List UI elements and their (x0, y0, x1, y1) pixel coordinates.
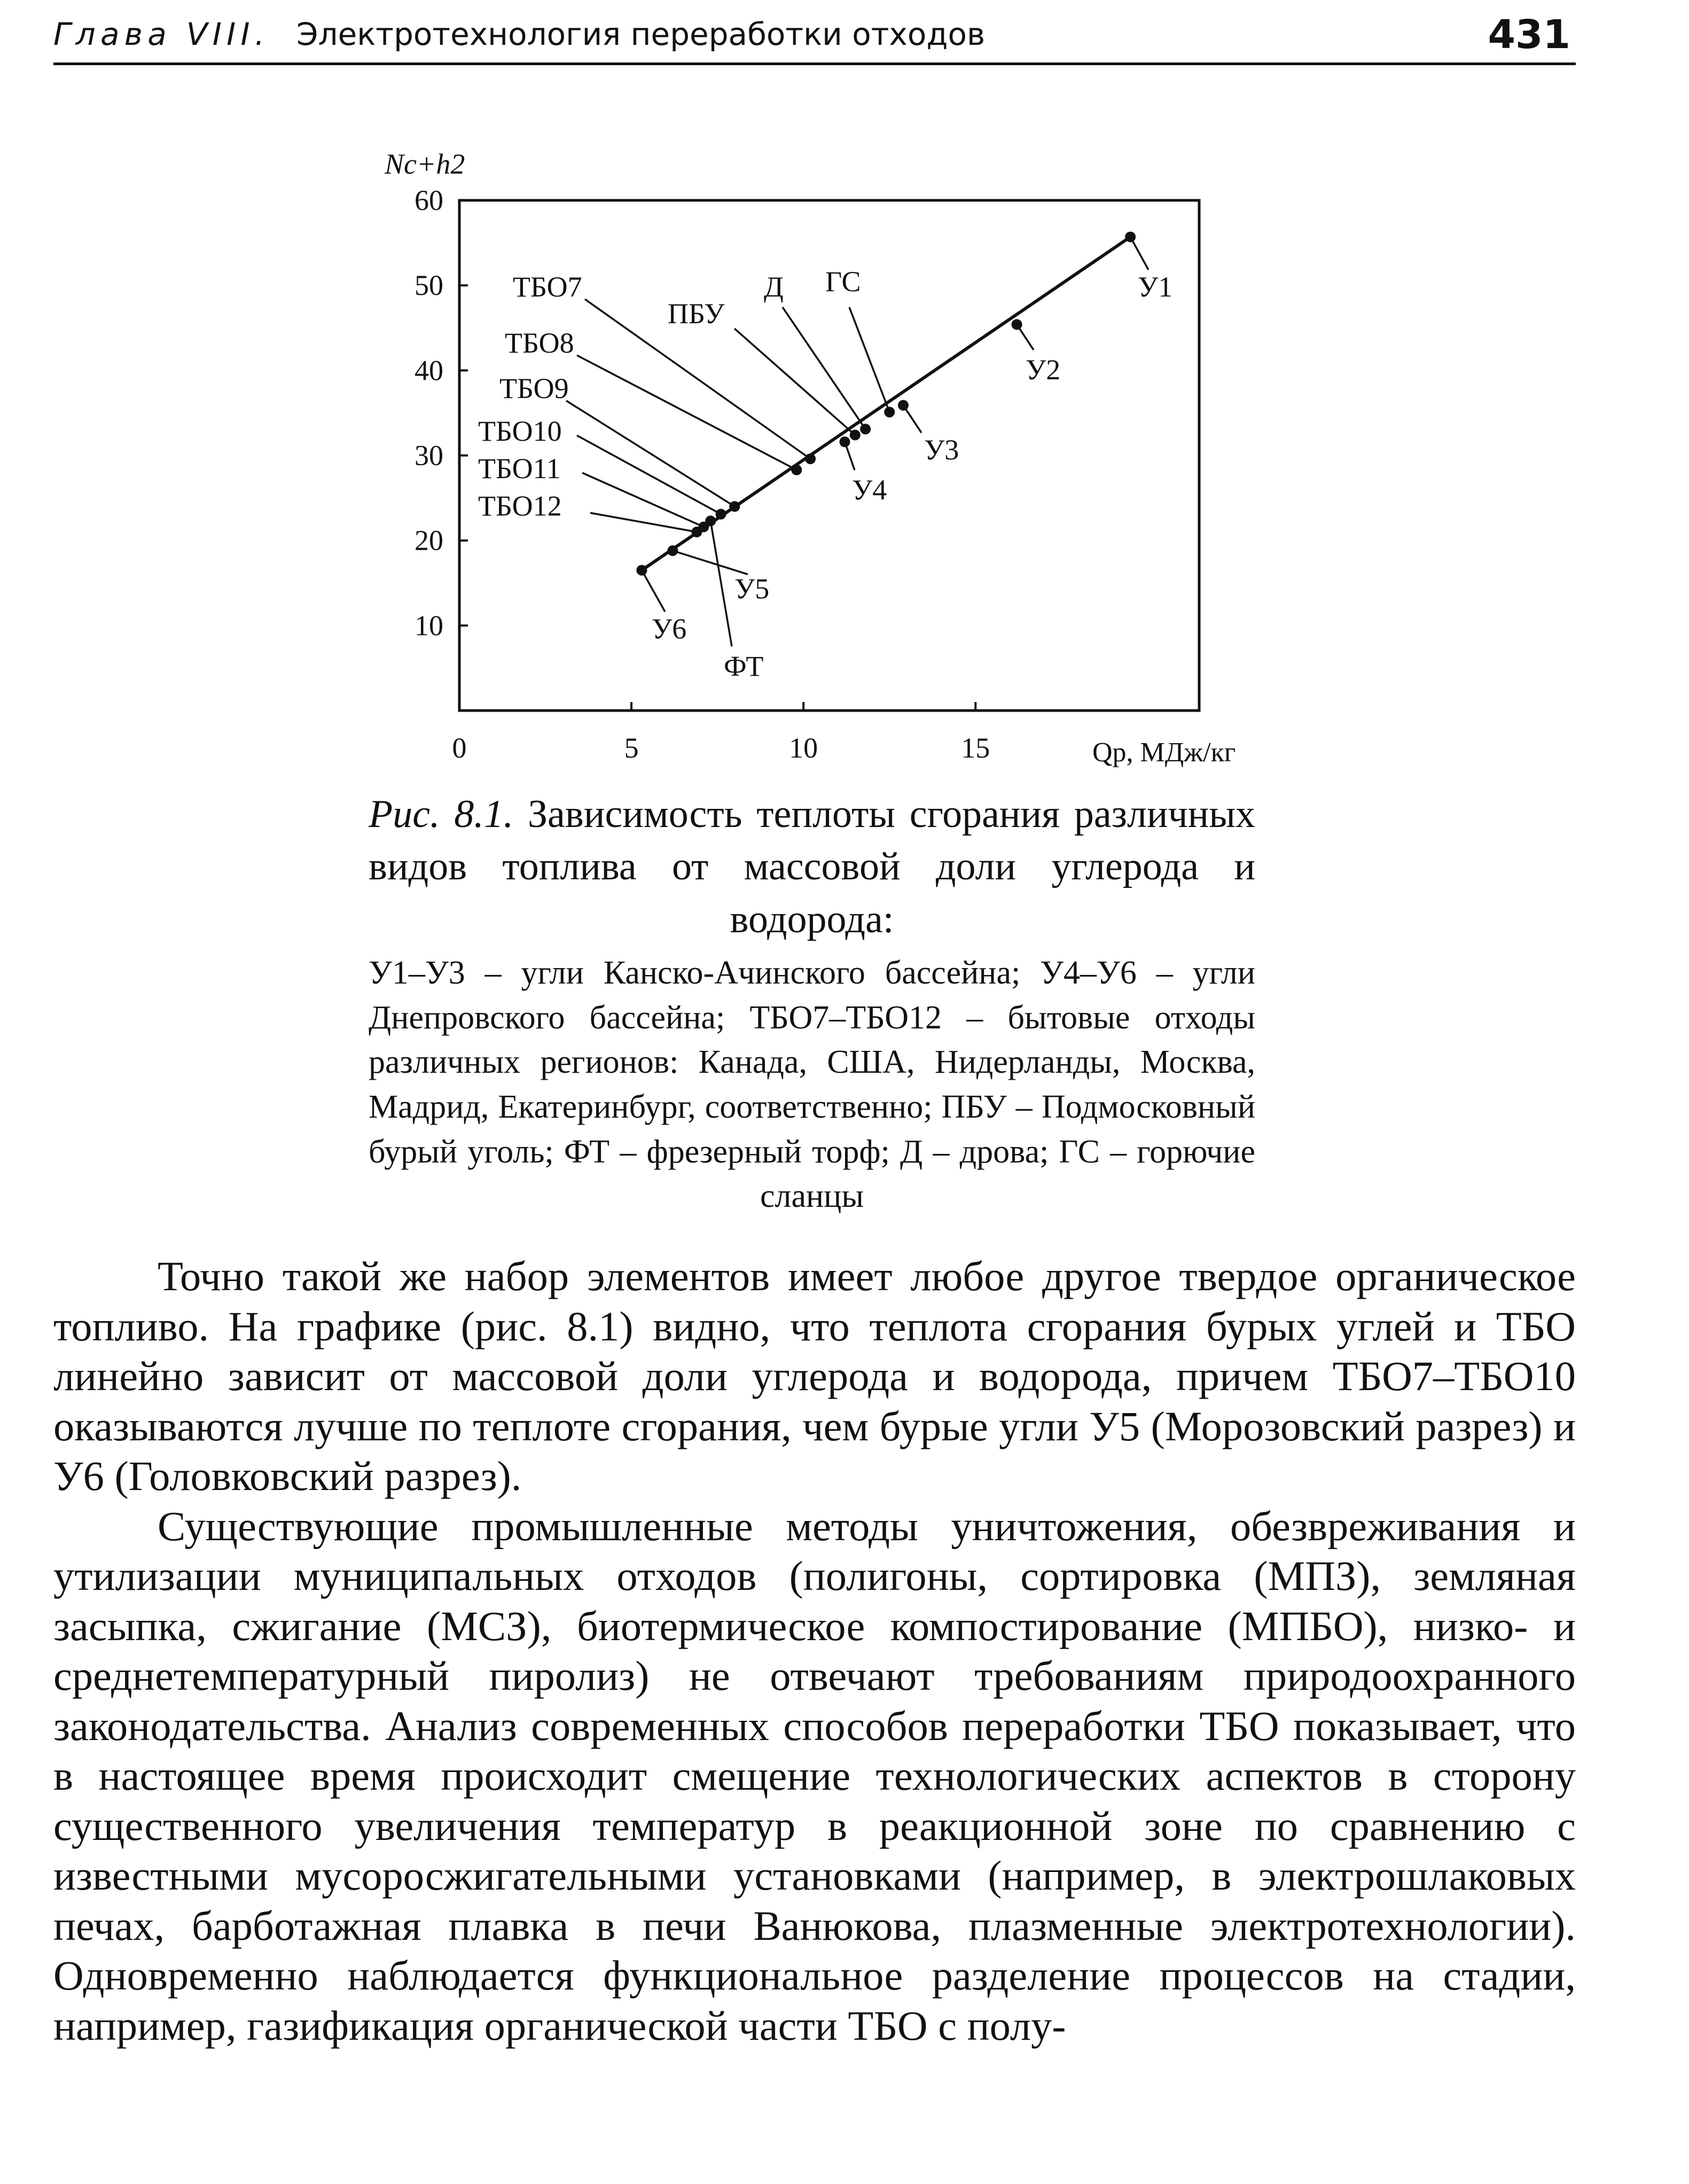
leader-line (673, 551, 748, 574)
leader-lines (566, 237, 1148, 646)
x-tick-label: 15 (961, 732, 990, 764)
y-tick-label: 30 (415, 439, 443, 472)
caption-label: Рис. 8.1. (369, 792, 514, 836)
point-label: ТБО8 (505, 327, 574, 359)
data-point (805, 454, 816, 464)
data-point (860, 424, 871, 434)
point-label: ТБО10 (478, 415, 562, 447)
figure-legend-note: У1–У3 – угли Канско-Ачинского бассейна; У4–У6 – угли Днепровского бассейна; ТБО7–ТБО12 – бытовые отходы различных регионов: Канада, США, Нидерланды, Москва, Мадрид, Екатеринбург, соответственно; ПБУ – Подмосковный бурый уголь; ФТ – фрезерный торф; Д – дрова; ГС – горючие сланцы (369, 955, 1255, 1215)
leader-line (566, 401, 734, 506)
y-tick-label: 20 (415, 524, 443, 557)
leader-line (1130, 237, 1148, 270)
point-label: У3 (924, 434, 959, 466)
data-point (884, 407, 895, 417)
paragraph: Точно такой же набор элементов имеет любое другое твердое органическое топливо. На графике (рис. 8.1) видно, что теплота сгорания бурых углей и ТБО линейно зависит от массовой доли углерода и водорода, причем ТБО7–ТБО10 оказываются лучше по теплоте сгорания, чем бурые угли У5 (Морозовский разрез) и У6 (Головковский разрез). (53, 1253, 1576, 1499)
y-tick-label: 10 (415, 609, 443, 642)
point-label: У1 (1138, 271, 1173, 303)
point-label: ПБУ (668, 298, 725, 330)
page-number: 431 (1488, 12, 1570, 58)
point-label: ФТ (724, 650, 764, 682)
x-axis-label: Qр, МДж/кг (1092, 737, 1236, 768)
point-label: ТБО11 (478, 453, 561, 485)
data-point (636, 565, 647, 575)
data-point (1012, 319, 1022, 330)
body-text (53, 1251, 1576, 2050)
data-point (1125, 231, 1136, 242)
x-tick-label: 5 (624, 732, 639, 764)
x-tick-label: 10 (789, 732, 818, 764)
data-point (791, 465, 802, 475)
data-point (839, 436, 850, 447)
point-label: ТБО12 (478, 490, 562, 522)
figure-caption (369, 788, 1255, 946)
point-label: У5 (734, 573, 770, 605)
y-tick-label: 60 (415, 184, 443, 216)
leader-line (734, 329, 855, 435)
point-label: ТБО9 (499, 372, 569, 404)
caption-text: Зависимость теплоты сгорания различных видов топлива от массовой доли углерода и водорода: (369, 792, 1256, 941)
y-axis-label: Nc+h2 (385, 148, 465, 180)
point-label: У2 (1026, 354, 1061, 386)
data-point (716, 509, 726, 519)
figure-8-1-chart (0, 0, 1689, 791)
point-label: ГС (825, 266, 861, 298)
data-point (898, 400, 909, 411)
leader-line (783, 307, 865, 429)
paragraph: Существующие промышленные методы уничтожения, обезвреживания и утилизации муниципальных отходов (полигоны, сортировка (МПЗ), земляная засыпка, сжигание (МСЗ), биотермическое компостирование (МПБО), низко- и среднетемпературный пиролиз) не отвечают требованиям природоохранного законодательства. Анализ современных способов переработки ТБО показывает, что в настоящее время происходит смещение технологических аспектов в сторону существенного увеличения температур в реакционной зоне по сравнению с известными мусоросжигательными установками (например, в электрошлаковых печах, барботажная плавка в печи Ванюкова, плазменные электротехнологии). Одновременно наблюдается функциональное разделение процессов на стадии, например, газификация органической части ТБО с полу- (53, 1502, 1576, 2049)
point-label: У6 (652, 613, 687, 645)
y-tick-label: 50 (415, 269, 443, 302)
leader-line (710, 521, 732, 646)
data-point (691, 527, 702, 537)
chapter-label: Глава VIII. (53, 16, 270, 52)
y-tick-label: 40 (415, 354, 443, 387)
data-point (850, 430, 861, 440)
x-tick-label: 0 (452, 732, 467, 764)
leader-line (849, 307, 889, 412)
data-point (667, 545, 678, 556)
point-labels (478, 266, 1172, 682)
point-label: У4 (852, 474, 887, 506)
point-label: ТБО7 (513, 271, 582, 303)
chapter-title: Электротехнология переработки отходов (296, 16, 986, 52)
point-label: Д (764, 271, 784, 303)
data-point (729, 501, 740, 512)
leader-line (642, 570, 665, 612)
leader-line (582, 473, 703, 527)
